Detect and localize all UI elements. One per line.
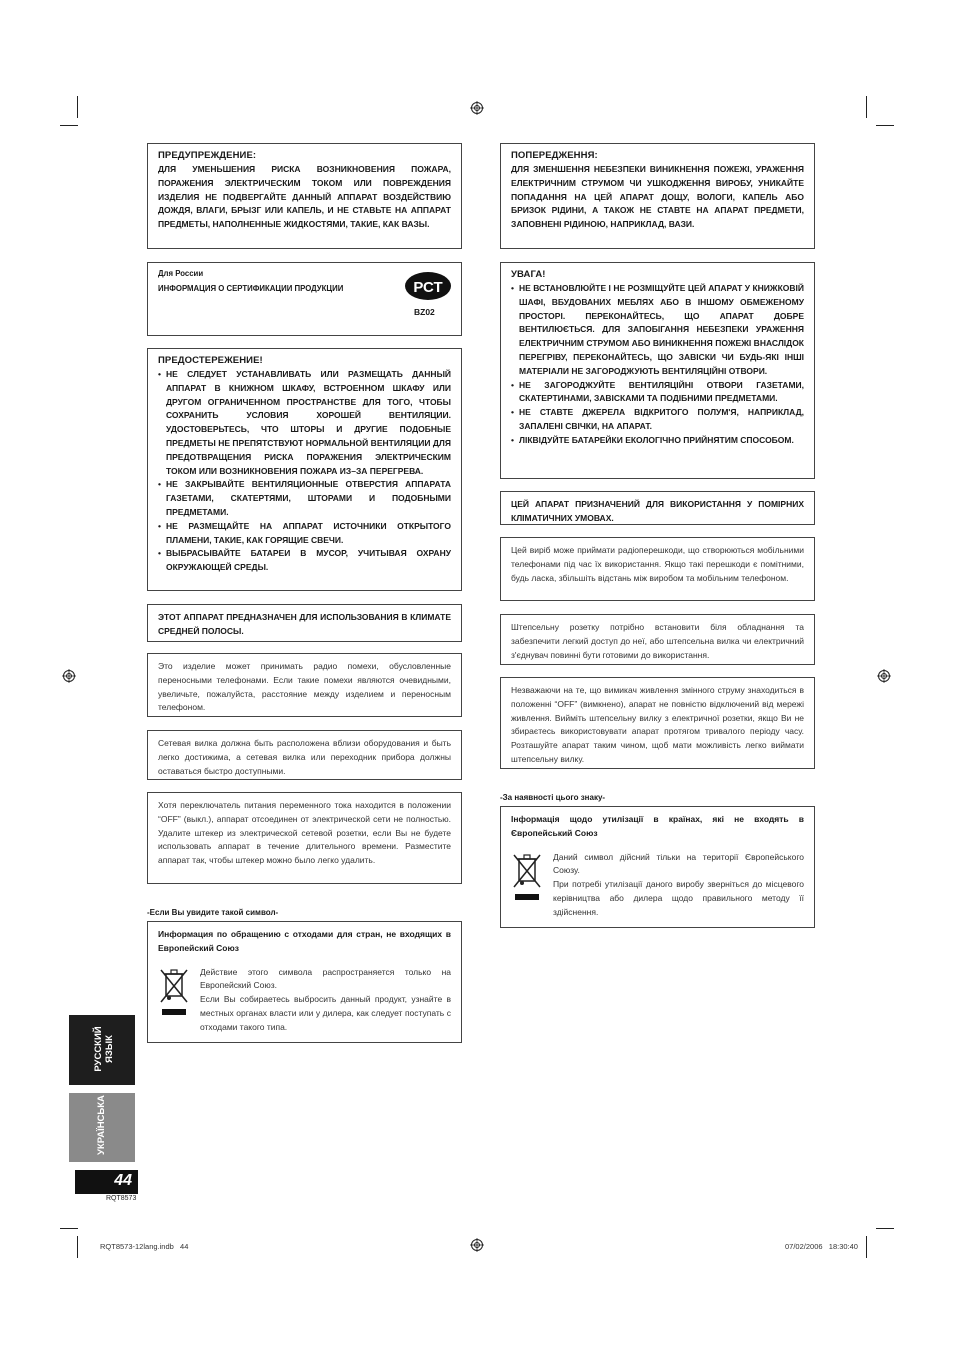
caution-item: • НЕ СЛЕДУЕТ УСТАНАВЛИВАТЬ ИЛИ РАЗМЕЩАТЬ ДАННЫЙ АППАРАТ В КНИЖНОМ ШКАФУ, ВСТРОЕННОМ ШКАФУ ИЛИ ДРУГОМ ОГРАНИЧЕННОМ ПРОСТРАНСТВЕ ДЛЯ ТОГО, ЧТОБЫ СОХРАНИТЬ УСЛОВИЯ ХОРОШЕЙ ВЕНТИЛЯЦИИ. УДОСТОВЕРЬТЕСЬ, ЧТО ШТОРЫ И ДРУГИЕ ПОДОБНЫЕ ПРЕДМЕТЫ НЕ ПРЕПЯТСТВУЮТ НОРМАЛЬНОЙ ВЕНТИЛЯЦИИ ДЛЯ ПРЕДОТВРАЩЕНИЯ РИСКА ПОРАЖЕНИЯ ЭЛЕКТРИЧЕСКИМ ТОКОМ ИЛИ ВОЗНИКНОВЕНИЯ ПОЖАРА ИЗ–ЗА ПЕРЕГРЕВА. bbox=[158, 368, 451, 478]
power-switch-text-ua: Незважаючи на те, що вимикач живлення змінного струму знаходиться в положенні “OFF” (вимкнено), апарат не повністю відключений від мережі живлення. Вийміть штепсельну вилку з електричної розетки, якщо Ви не збираєтесь використовувати апарат протягом тривалого періоду часу. Розташуйте апарат таким чином, щоб мати можливість легко виймати штепсельну вилку. bbox=[511, 685, 804, 764]
power-switch-box-ru bbox=[147, 792, 462, 884]
caution-item: • ЛІКВІДУЙТЕ БАТАРЕЙКИ ЕКОЛОГІЧНО ПРИЙНЯТИМ СПОСОБОМ. bbox=[511, 434, 804, 448]
registration-mark-icon bbox=[877, 669, 891, 683]
disposal-title-ru: Информация по обращению с отходами для стран, не входящих в Европейский Союз bbox=[158, 929, 451, 953]
pct-certification-logo-icon bbox=[404, 271, 452, 301]
crop-mark bbox=[866, 1236, 867, 1258]
caution-box-ua bbox=[500, 262, 815, 479]
symbol-caption-ua: -За наявності цього знаку- bbox=[500, 793, 606, 802]
footer-filename: RQT8573-12lang.indb 44 bbox=[100, 1242, 189, 1251]
power-switch-box-ua bbox=[500, 677, 815, 769]
climate-box-ua bbox=[500, 491, 815, 525]
registration-mark-icon bbox=[470, 1238, 484, 1252]
warning-text-ru: ДЛЯ УМЕНЬШЕНИЯ РИСКА ВОЗНИКНОВЕНИЯ ПОЖАРА, ПОРАЖЕНИЯ ЭЛЕКТРИЧЕСКИМ ТОКОМ ИЛИ ПОВРЕЖДЕНИЯ ИЗДЕЛИЯ НЕ ПОДВЕРГАЙТЕ ДАННЫЙ АППАРАТ ВОЗДЕЙСТВИЮ ДОЖДЯ, ВЛАГИ, БРЫЗГ ИЛИ КАПЕЛЬ, И НЕ СТАВЬТЕ НА АППАРАТ ПРЕДМЕТЫ, НАПОЛНЕННЫЕ ЖИДКОСТЯМИ, ТАКИЕ, КАК ВАЗЫ. bbox=[158, 164, 451, 230]
symbol-caption-ru: -Если Вы увидите такой символ- bbox=[147, 908, 279, 917]
disposal-p2-ru: Если Вы собираетесь выбросить данный продукт, узнайте в местных органах власти или у дилера, как следует поступать с отходами такого типа. bbox=[200, 994, 451, 1032]
page-number-block bbox=[75, 1170, 138, 1194]
certification-box-ru bbox=[147, 262, 462, 336]
radio-interference-box-ru bbox=[147, 653, 462, 717]
certification-text: ИНФОРМАЦИЯ О СЕРТИФИКАЦИИ ПРОДУКЦИИ bbox=[158, 284, 344, 293]
warning-title-ua: ПОПЕРЕДЖЕННЯ: bbox=[511, 150, 598, 161]
crossed-bin-icon bbox=[158, 966, 190, 1018]
language-tab-ukrainian-label: УКРАЇНСЬКА bbox=[96, 1095, 107, 1155]
radio-interference-text-ru: Это изделие может принимать радио помехи, обусловленные переносными телефонами. Если такие помехи являются очевидными, увеличьте, пожалуйста, расстояние между изделием и переносным телефоном. bbox=[158, 661, 451, 713]
plug-box-ru bbox=[147, 730, 462, 780]
caution-title-ua: УВАГА! bbox=[511, 269, 546, 280]
caution-title-ru: ПРЕДОСТЕРЕЖЕНИЕ! bbox=[158, 355, 263, 366]
registration-mark-icon bbox=[62, 669, 76, 683]
disposal-box-ua bbox=[500, 806, 815, 928]
caution-list-ua bbox=[511, 282, 804, 448]
page-number: 44 bbox=[114, 1172, 132, 1189]
disposal-title-ua: Інформація щодо утилізації в країнах, які не входять в Європейський Союз bbox=[511, 814, 804, 838]
crop-mark bbox=[60, 125, 78, 126]
climate-text-ua: ЦЕЙ АПАРАТ ПРИЗНАЧЕНИЙ ДЛЯ ВИКОРИСТАННЯ У ПОМІРНИХ КЛІМАТИЧНИХ УМОВАХ. bbox=[511, 499, 804, 523]
crop-mark bbox=[876, 125, 894, 126]
plug-box-ua bbox=[500, 614, 815, 665]
radio-interference-text-ua: Цей виріб може приймати радіоперешкоди, що створюються мобільними телефонами під час їх використання. Якщо такі перешкоди є помітними, будь ласка, збільшіть відстань між виробом та мобільним телефоном. bbox=[511, 545, 804, 583]
language-tab-russian-label: РУССКИЙ ЯЗЫК bbox=[93, 1026, 115, 1072]
crop-mark bbox=[866, 96, 867, 118]
pct-logo-letters: РСТ bbox=[413, 279, 443, 296]
disposal-p1-ua: Даний символ дійсний тільки на території Європейського Союзу. bbox=[553, 851, 804, 876]
crop-mark bbox=[876, 1228, 894, 1229]
certification-code: BZ02 bbox=[414, 307, 435, 317]
registration-mark-icon bbox=[470, 101, 484, 115]
language-tab-ukrainian[interactable] bbox=[69, 1093, 135, 1162]
caution-list-ru bbox=[158, 368, 451, 575]
crop-mark bbox=[77, 96, 78, 118]
crossed-bin-icon bbox=[511, 851, 543, 903]
plug-text-ru: Сетевая вилка должна быть расположена вблизи оборудования и быть легко достижима, а сетевая вилка или переходник прибора должны оставаться быстро доступными. bbox=[158, 738, 451, 776]
caution-item: • НЕ СТАВТЕ ДЖЕРЕЛА ВІДКРИТОГО ПОЛУМ'Я, НАПРИКЛАД, ЗАПАЛЕНІ СВІЧКИ, НА АПАРАТ. bbox=[511, 406, 804, 434]
disposal-box-ru bbox=[147, 921, 462, 1043]
disposal-p1-ru: Действие этого символа распространяется только на Европейский Союз. bbox=[200, 966, 451, 991]
power-switch-text-ru: Хотя переключатель питания переменного тока находится в положении “OFF” (выкл.), аппарат отсоединен от электрической сети не полностью. Удалите штекер из электрической сетевой розетки, если Вы не будете использовать аппарат в течение длительного времени. Разместите аппарат так, чтобы штекер можно было легко удалить. bbox=[158, 800, 451, 866]
caution-item: • НЕ ЗАГОРОДЖУЙТЕ ВЕНТИЛЯЦІЙНІ ОТВОРИ ГАЗЕТАМИ, СКАТЕРТИНАМИ, ЗАВІСКАМИ ТА ПОДІБНИМИ ПРЕДМЕТАМИ. bbox=[511, 379, 804, 407]
radio-interference-box-ua bbox=[500, 537, 815, 601]
climate-box-ru bbox=[147, 604, 462, 642]
warning-box-ua bbox=[500, 143, 815, 249]
crop-mark bbox=[77, 1236, 78, 1258]
disposal-p2-ua: При потребі утилізації даного виробу зверніться до місцевого керівництва або дилера щодо правильного методу її здійснення. bbox=[553, 879, 804, 917]
warning-text-ua: ДЛЯ ЗМЕНШЕННЯ НЕБЕЗПЕКИ ВИНИКНЕННЯ ПОЖЕЖІ, УРАЖЕННЯ ЕЛЕКТРИЧНИМ СТРУМОМ ЧИ УШКОДЖЕННЯ ВИРОБУ, УНИКАЙТЕ ПОПАДАННЯ НА ЦЕЙ АПАРАТ ДОЩУ, ВОЛОГИ, КАПЕЛЬ АБО БРИЗОК РІДИНИ, А ТАКОЖ НЕ СТАВТЕ НА АПАРАТ ПРЕДМЕТИ, ЗАПОВНЕНІ РІДИНОЮ, НАПРИКЛАД, ВАЗИ. bbox=[511, 164, 804, 230]
language-tab-russian[interactable] bbox=[69, 1015, 135, 1085]
crop-mark bbox=[60, 1228, 78, 1229]
caution-item: • ВЫБРАСЫВАЙТЕ БАТАРЕИ В МУСОР, УЧИТЫВАЯ ОХРАНУ ОКРУЖАЮЩЕЙ СРЕДЫ. bbox=[158, 547, 451, 575]
for-russia-label: Для России bbox=[158, 269, 204, 278]
footer-datetime: 07/02/2006 18:30:40 bbox=[785, 1242, 858, 1251]
plug-text-ua: Штепсельну розетку потрібно встановити біля обладнання та забезпечити легкий доступ до неї, або штепсельна вилка чи електричний з'єднувач повинні бути готовими до використання. bbox=[511, 622, 804, 660]
caution-item: • НЕ ЗАКРЫВАЙТЕ ВЕНТИЛЯЦИОННЫЕ ОТВЕРСТИЯ АППАРАТА ГАЗЕТАМИ, СКАТЕРТЯМИ, ШТОРАМИ И ПОДОБНЫМИ ПРЕДМЕТАМИ. bbox=[158, 478, 451, 519]
caution-item: • НЕ РАЗМЕЩАЙТЕ НА АППАРАТ ИСТОЧНИКИ ОТКРЫТОГО ПЛАМЕНИ, ТАКИЕ, КАК ГОРЯЩИЕ СВЕЧИ. bbox=[158, 520, 451, 548]
climate-text-ru: ЭТОТ АППАРАТ ПРЕДНАЗНАЧЕН ДЛЯ ИСПОЛЬЗОВАНИЯ В КЛИМАТЕ СРЕДНЕЙ ПОЛОСЫ. bbox=[158, 612, 451, 636]
model-code: RQT8573 bbox=[106, 1195, 137, 1202]
caution-item: • НЕ ВСТАНОВЛЮЙТЕ І НЕ РОЗМІЩУЙТЕ ЦЕЙ АПАРАТ У КНИЖКОВІЙ ШАФІ, ВБУДОВАНИХ МЕБЛЯХ АБО В ІНШОМУ ОБМЕЖЕНОМУ ПРОСТОРІ. ПЕРЕКОНАЙТЕСЬ, ЩО АПАРАТ ДОБРЕ ВЕНТИЛЮЄТЬСЯ. ДЛЯ ЗАПОБІГАННЯ НЕБЕЗПЕКИ УРАЖЕННЯ ЕЛЕКТРИЧНИМ СТРУМОМ АБО ВИНИКНЕННЯ ПОЖЕЖІ ВНАСЛІДОК ПЕРЕГРІВУ, ПЕРЕКОНАЙТЕСЬ, ЩО ЗАВІСКИ ЧИ БУДЬ-ЯКІ ІНШІ МАТЕРІАЛИ НЕ ЗАГОРОДЖУЮТЬ ВЕНТИЛЯЦІЙНІ ОТВОРИ. bbox=[511, 282, 804, 379]
warning-box-ru bbox=[147, 143, 462, 249]
caution-box-ru bbox=[147, 348, 462, 591]
warning-title-ru: ПРЕДУПРЕЖДЕНИЕ: bbox=[158, 150, 257, 161]
